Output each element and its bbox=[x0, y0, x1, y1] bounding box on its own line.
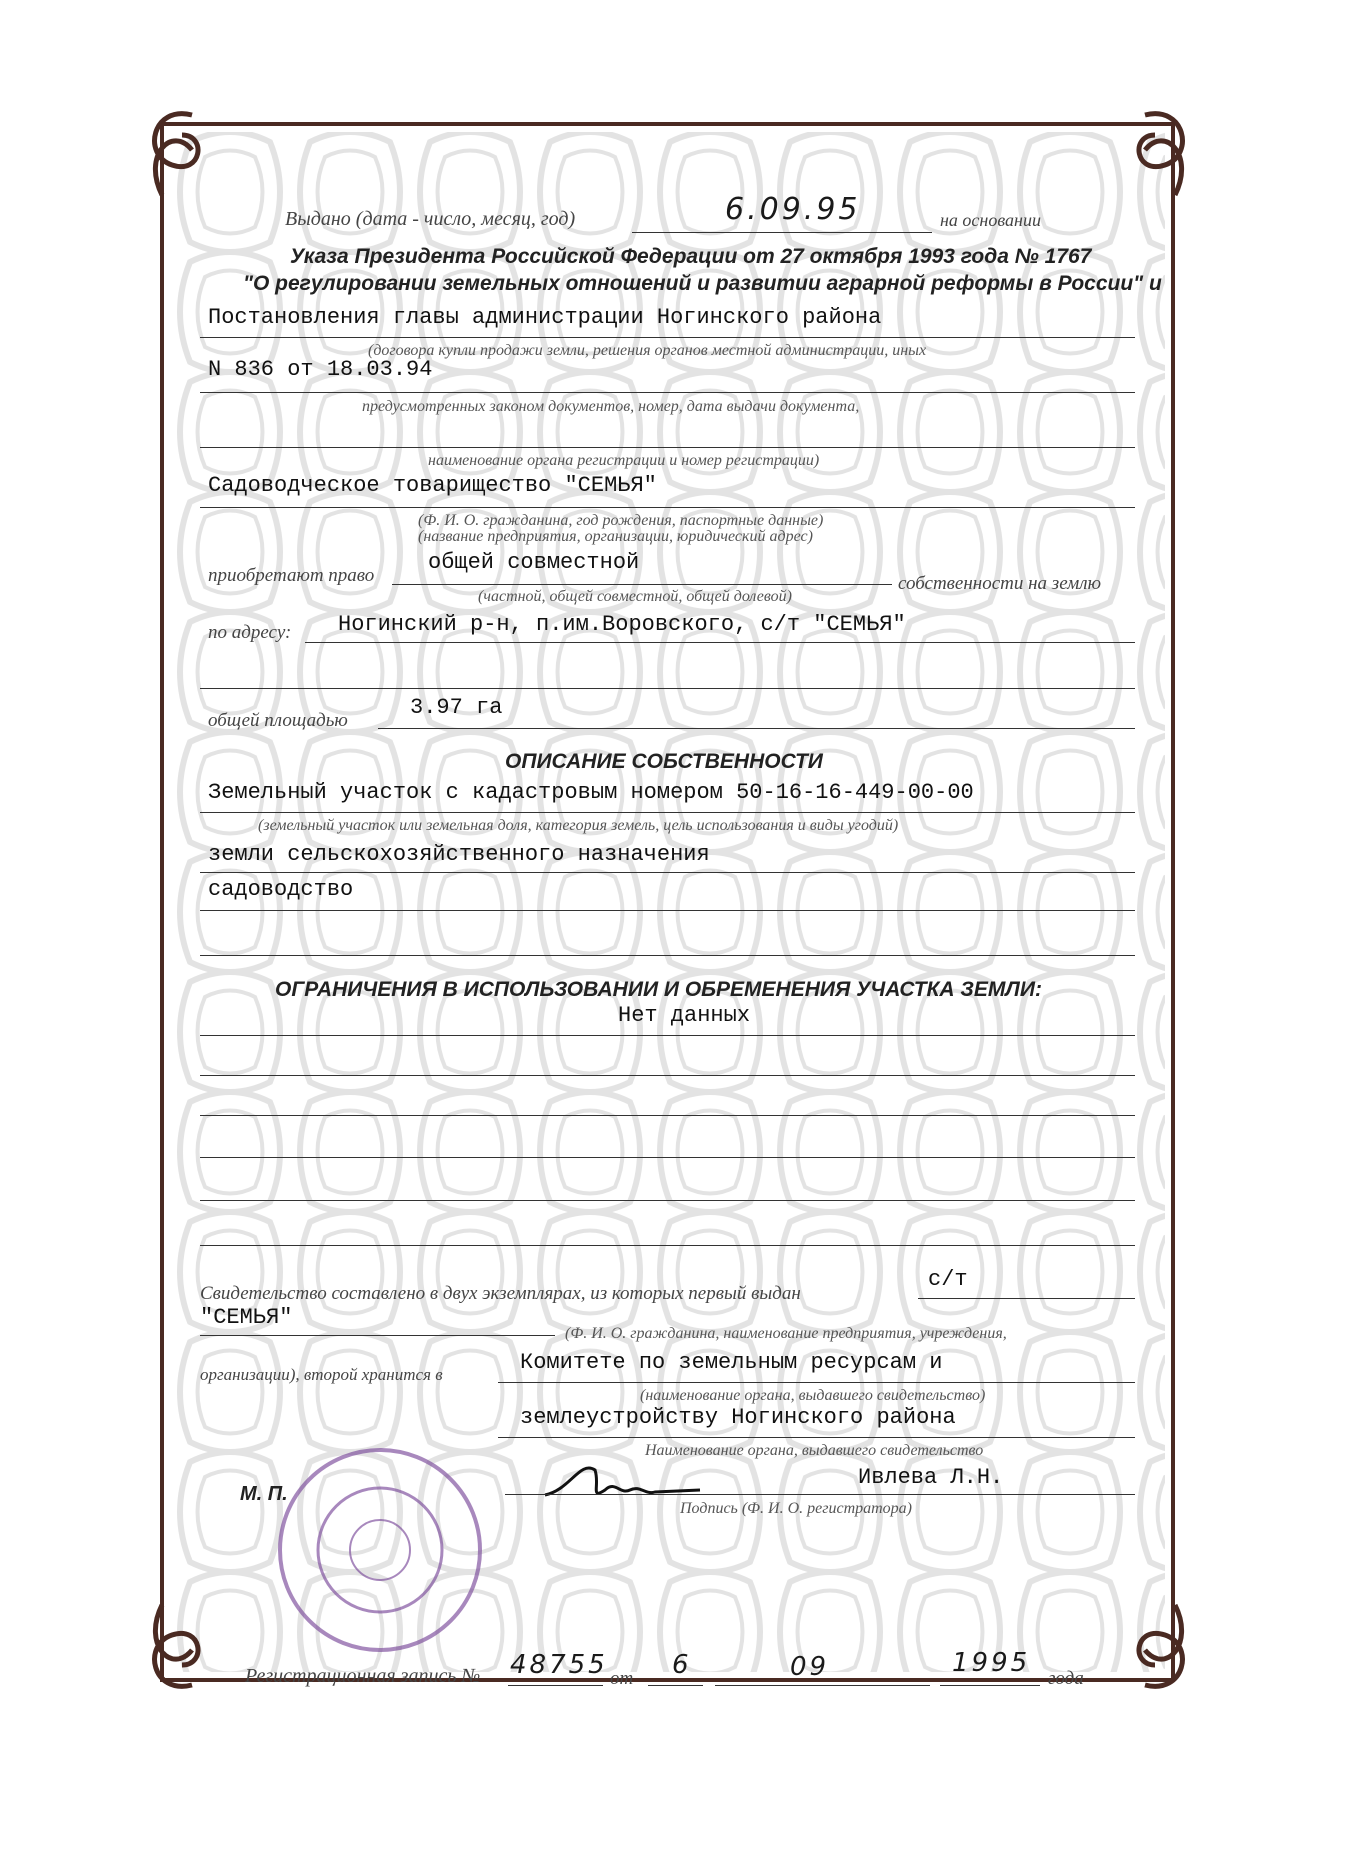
basis-caption-3: наименование органа регистрации и номер регистрации) bbox=[428, 452, 820, 469]
decree-line-2: "О регулировании земельных отношений и развитии аграрной реформы в России" и bbox=[243, 272, 1162, 295]
copies-caption-1: (Ф. И. О. гражданина, наименование предприятия, учреждения, bbox=[565, 1325, 1007, 1342]
registration-label: Регистрационная запись № bbox=[245, 1665, 481, 1687]
description-heading: ОПИСАНИЕ СОБСТВЕННОСТИ bbox=[505, 750, 823, 773]
copies-caption-4: Наименование органа, выдавшего свидетельство bbox=[645, 1442, 984, 1459]
copies-value-4: землеустройству Ногинского района bbox=[520, 1405, 956, 1430]
area-label: общей площадью bbox=[208, 710, 348, 731]
copies-value-3: Комитете по земельным ресурсам и bbox=[520, 1350, 943, 1375]
registration-from: от bbox=[610, 1668, 634, 1689]
owner-caption-2: (название предприятия, организации, юридический адрес) bbox=[418, 528, 813, 545]
corner-ornament-icon bbox=[1085, 95, 1205, 215]
decree-line-1: Указа Президента Российской Федерации от 27 октября 1993 года № 1767 bbox=[290, 245, 1092, 268]
owner-caption-1: (Ф. И. О. гражданина, год рождения, паспортные данные) bbox=[418, 512, 824, 529]
copies-caption-3: (наименование органа, выдавшего свидетельство) bbox=[640, 1387, 986, 1404]
description-line-1: Земельный участок с кадастровым номером 50-16-16-449-00-00 bbox=[208, 780, 974, 805]
right-suffix: собственности на землю bbox=[898, 573, 1101, 594]
issued-label: Выдано (дата - число, месяц, год) bbox=[285, 208, 576, 230]
basis-caption-1: (договора купли продажи земли, решения органов местной администрации, иных bbox=[368, 342, 927, 359]
description-caption: (земельный участок или земельная доля, категория земель, цель использования и виды угодий) bbox=[258, 817, 899, 834]
mp-label: М. П. bbox=[240, 1483, 288, 1505]
basis-caption-2: предусмотренных законом документов, номер, дата выдачи документа, bbox=[362, 398, 860, 415]
restrictions-heading: ОГРАНИЧЕНИЯ В ИСПОЛЬЗОВАНИИ И ОБРЕМЕНЕНИЯ УЧАСТКА ЗЕМЛИ: bbox=[275, 978, 1042, 1001]
signature-caption: Подпись (Ф. И. О. регистратора) bbox=[680, 1500, 913, 1517]
copies-value-1: с/т bbox=[928, 1267, 968, 1292]
restrictions-value: Нет данных bbox=[618, 1003, 751, 1028]
address-label: по адресу: bbox=[208, 622, 292, 643]
right-value: общей совместной bbox=[428, 550, 640, 575]
registration-month: 09 bbox=[790, 1652, 830, 1682]
registration-year-label: года bbox=[1048, 1668, 1084, 1689]
copies-value-2: "СЕМЬЯ" bbox=[200, 1305, 293, 1330]
basis-label: на основании bbox=[940, 210, 1041, 230]
registration-year: 1995 bbox=[952, 1648, 1031, 1678]
copies-label: Свидетельство составлено в двух экземплярах, из которых первый выдан bbox=[200, 1283, 801, 1304]
registration-number: 48755 bbox=[510, 1650, 608, 1680]
right-caption: (частной, общей совместной, общей долевой) bbox=[478, 588, 792, 605]
basis-value-1: Постановления главы администрации Ногинского района bbox=[208, 305, 882, 330]
address-value: Ногинский р-н, п.им.Воровского, с/т "СЕМЬЯ" bbox=[338, 612, 906, 637]
issued-date: 6.09.95 bbox=[725, 192, 861, 227]
owner-value: Садоводческое товарищество "СЕМЬЯ" bbox=[208, 473, 657, 498]
registration-day: 6 bbox=[672, 1650, 692, 1680]
registrar-name: Ивлева Л.Н. bbox=[858, 1465, 1004, 1490]
basis-value-2: N 836 от 18.03.94 bbox=[208, 357, 433, 382]
description-line-3: садоводство bbox=[208, 877, 354, 902]
corner-ornament-icon bbox=[132, 1585, 252, 1705]
corner-ornament-icon bbox=[1085, 1585, 1205, 1705]
right-label: приобретают право bbox=[208, 565, 375, 586]
area-value: 3.97 га bbox=[410, 695, 503, 720]
copies-caption-2: организации), второй хранится в bbox=[200, 1365, 443, 1384]
corner-ornament-icon bbox=[132, 95, 252, 215]
official-stamp-icon bbox=[270, 1440, 490, 1660]
description-line-2: земли сельскохозяйственного назначения bbox=[208, 842, 710, 867]
